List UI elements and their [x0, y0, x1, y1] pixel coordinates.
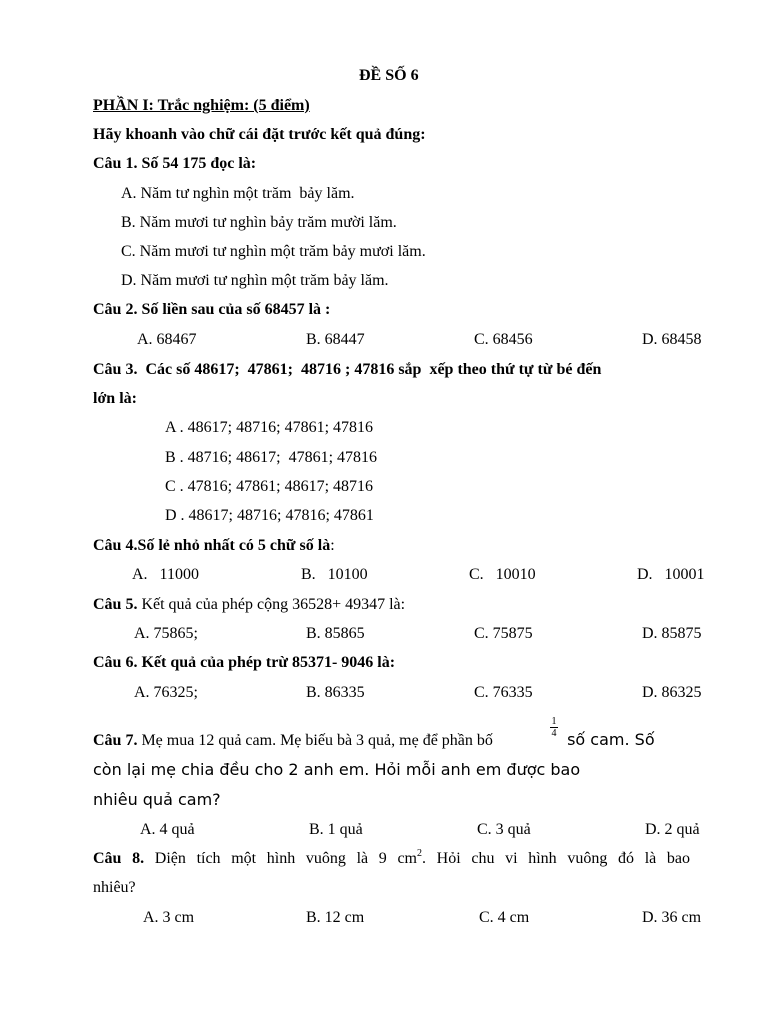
q4-option-a: A. 11000 [132, 566, 199, 583]
q3-option-c: C . 47816; 47861; 48617; 48716 [165, 478, 374, 495]
q4-option-d: D. 10001 [637, 566, 705, 583]
q7-option-a: A. 4 quả [140, 821, 195, 838]
page-title: ĐỀ SỐ 6 [359, 67, 419, 84]
q2-option-a: A. 68467 [137, 331, 197, 348]
question-label: Câu 4. [93, 537, 138, 554]
question-5 [93, 595, 405, 615]
question-text: Kết quả của phép cộng 36528+ 49347 là: [137, 596, 406, 613]
q5-option-b: B. 85865 [306, 625, 365, 642]
question-text: Kết quả của phép trừ 85371- 9046 là: [137, 654, 396, 671]
question-6 [93, 653, 395, 673]
q2-option-b: B. 68447 [306, 331, 365, 348]
question-8 [93, 849, 690, 869]
question-2 [93, 300, 330, 320]
question-text: Số 54 175 đọc là: [137, 155, 257, 172]
question-label: Câu 6. [93, 654, 138, 671]
q7-option-d: D. 2 quả [645, 821, 700, 838]
question-7-tail: số cam. Số [562, 730, 655, 749]
q1-option-b: B. Năm mươi tư nghìn bảy trăm mười lăm. [121, 214, 397, 231]
q6-option-d: D. 86325 [642, 684, 702, 701]
q2-option-c: C. 68456 [474, 331, 533, 348]
question-label: Câu 3. [93, 361, 138, 378]
fraction-numerator: 1 [551, 716, 557, 727]
fraction-denominator: 4 [551, 728, 557, 739]
question-label: Câu 5. [93, 596, 138, 613]
q5-option-d: D. 85875 [642, 625, 702, 642]
question-7-cont: còn lại mẹ chia đều cho 2 anh em. Hỏi mỗi anh em được bao [93, 760, 581, 779]
question-text: Mẹ mua 12 quả cam. Mẹ biếu bà 3 quả, mẹ để phần bố [137, 732, 493, 749]
question-label: Câu 7. [93, 732, 138, 749]
section-heading: PHẦN I: Trắc nghiệm: (5 điểm) [93, 97, 310, 114]
q5-option-a: A. 75865; [134, 625, 198, 642]
fraction-one-quarter [549, 716, 559, 739]
q6-option-c: C. 76335 [474, 684, 533, 701]
question-text: Các số 48617; 47861; 48716 ; 47816 sắp xếp theo thứ tự từ bé đến [137, 361, 602, 378]
question-7 [93, 731, 493, 751]
q7-option-b: B. 1 quả [309, 821, 363, 838]
q4-option-c: C. 10010 [469, 566, 536, 583]
question-colon: : [330, 537, 335, 554]
q2-option-d: D. 68458 [642, 331, 702, 348]
q6-option-b: B. 86335 [306, 684, 365, 701]
question-1 [93, 154, 256, 174]
q5-option-c: C. 75875 [474, 625, 533, 642]
q7-option-c: C. 3 quả [477, 821, 531, 838]
instruction: Hãy khoanh vào chữ cái đặt trước kết quả đúng: [93, 126, 426, 143]
question-4 [93, 536, 335, 556]
question-8-cont: nhiêu? [93, 879, 136, 896]
superscript-2: 2 [417, 847, 423, 859]
question-label: Câu 8. [93, 850, 145, 867]
question-text: Số liền sau của số 68457 là : [137, 301, 331, 318]
question-text: Số lẻ nhỏ nhất có 5 chữ số là [137, 537, 331, 554]
q1-option-d: D. Năm mươi tư nghìn một trăm bảy lăm. [121, 272, 389, 289]
q8-option-d: D. 36 cm [642, 909, 702, 926]
q8-option-c: C. 4 cm [479, 909, 530, 926]
q1-option-c: C. Năm mươi tư nghìn một trăm bảy mươi lăm. [121, 243, 426, 260]
question-7-cont2: nhiêu quả cam? [93, 790, 221, 809]
q3-option-d: D . 48617; 48716; 47816; 47861 [165, 507, 374, 524]
q1-option-a: A. Năm tư nghìn một trăm bảy lăm. [121, 185, 355, 202]
question-text: Diện tích một hình vuông là 9 cm [144, 850, 418, 867]
q4-option-b: B. 10100 [301, 566, 368, 583]
question-text-2: . Hỏi chu vi hình vuông đó là bao [422, 850, 691, 867]
q8-option-a: A. 3 cm [143, 909, 195, 926]
question-label: Câu 2. [93, 301, 138, 318]
q6-option-a: A. 76325; [134, 684, 198, 701]
question-label: Câu 1. [93, 155, 138, 172]
q3-option-a: A . 48617; 48716; 47861; 47816 [165, 419, 374, 436]
q8-option-b: B. 12 cm [306, 909, 365, 926]
question-3-cont: lớn là: [93, 390, 137, 407]
q3-option-b: B . 48716; 48617; 47861; 47816 [165, 449, 378, 466]
question-3 [93, 360, 601, 380]
